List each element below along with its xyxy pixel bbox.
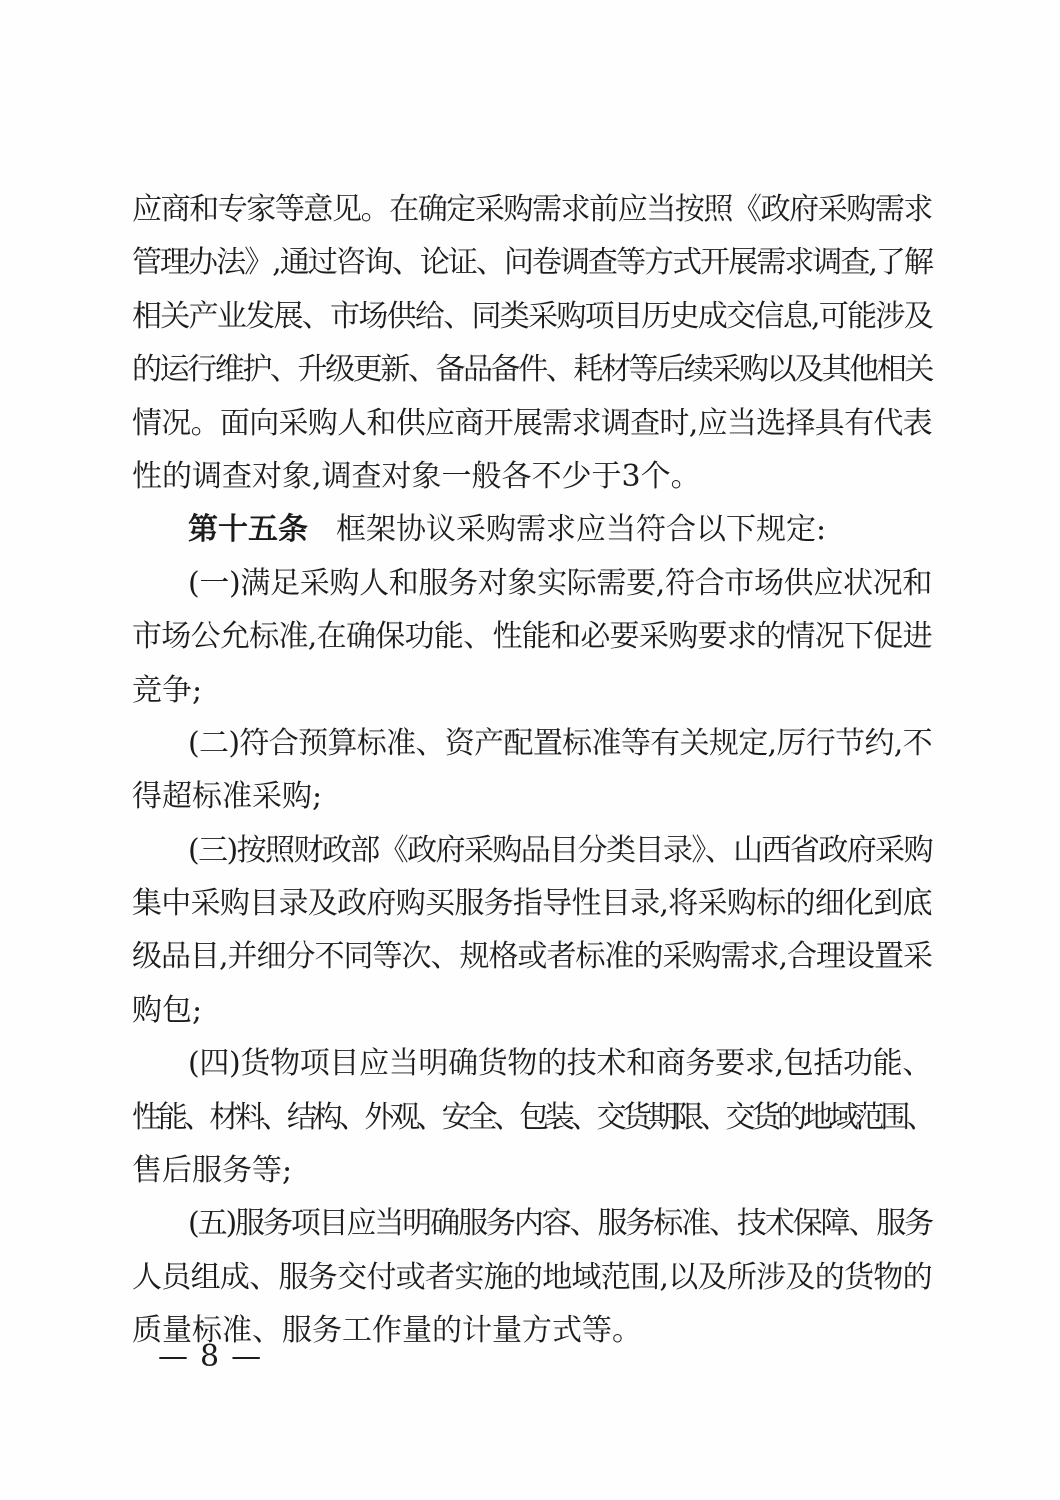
text-line: 集中采购目录及政府购买服务指导性目录,将采购标的细化到底 [132,886,932,922]
text-line: 竞争; [132,672,203,708]
text-line: 人员组成、服务交付或者实施的地域范围,以及所涉及的货物的 [132,1259,932,1295]
text-line: (五)服务项目应当明确服务内容、服务标准、技术保障、服务 [188,1206,932,1242]
text-line: 售后服务等; [132,1153,293,1189]
text-line: 级品目,并细分不同等次、规格或者标准的采购需求,合理设置采 [132,939,932,975]
text-line: 的运行维护、升级更新、备品备件、耗材等后续采购以及其他相关 [132,352,932,388]
article-heading-text: 框架协议采购需求应当符合以下规定: [336,512,827,548]
text-line: (三)按照财政部《政府采购品目分类目录》、山西省政府采购 [188,832,932,868]
text-line: 情况。面向采购人和供应商开展需求调查时,应当选择具有代表 [132,405,932,441]
text-line: 购包; [132,992,203,1028]
text-line: (二)符合预算标准、资产配置标准等有关规定,厉行节约,不 [188,725,932,761]
page-body [132,183,932,1358]
text-line: (一)满足采购人和服务对象实际需要,符合市场供应状况和 [188,565,932,601]
footer-dash-left: — [158,1339,188,1374]
text-line: 管理办法》,通过咨询、论证、问卷调查等方式开展需求调查,了解 [132,245,932,281]
text-line: 应商和专家等意见。在确定采购需求前应当按照《政府采购需求 [132,192,932,227]
page-number: 8 [200,1339,220,1374]
text-line: 性的调查对象,调查对象一般各不少于3个。 [132,458,701,494]
page-footer [158,1339,262,1374]
footer-dash-right: — [231,1339,262,1374]
text-line: 质量标准、服务工作量的计量方式等。 [132,1313,642,1349]
article-number: 第十五条 [188,512,308,548]
text-line: 得超标准采购; [132,779,323,815]
text-line: 市场公允标准,在确保功能、性能和必要采购要求的情况下促进 [132,619,932,655]
text-line: (四)货物项目应当明确货物的技术和商务要求,包括功能、 [188,1046,932,1082]
text-line: 相关产业发展、市场供给、同类采购项目历史成交信息,可能涉及 [132,298,932,334]
text-line: 性能、材料、结构、外观、安全、包装、交货期限、交货的地域范围、 [132,1099,932,1135]
article-15-heading [132,503,932,556]
